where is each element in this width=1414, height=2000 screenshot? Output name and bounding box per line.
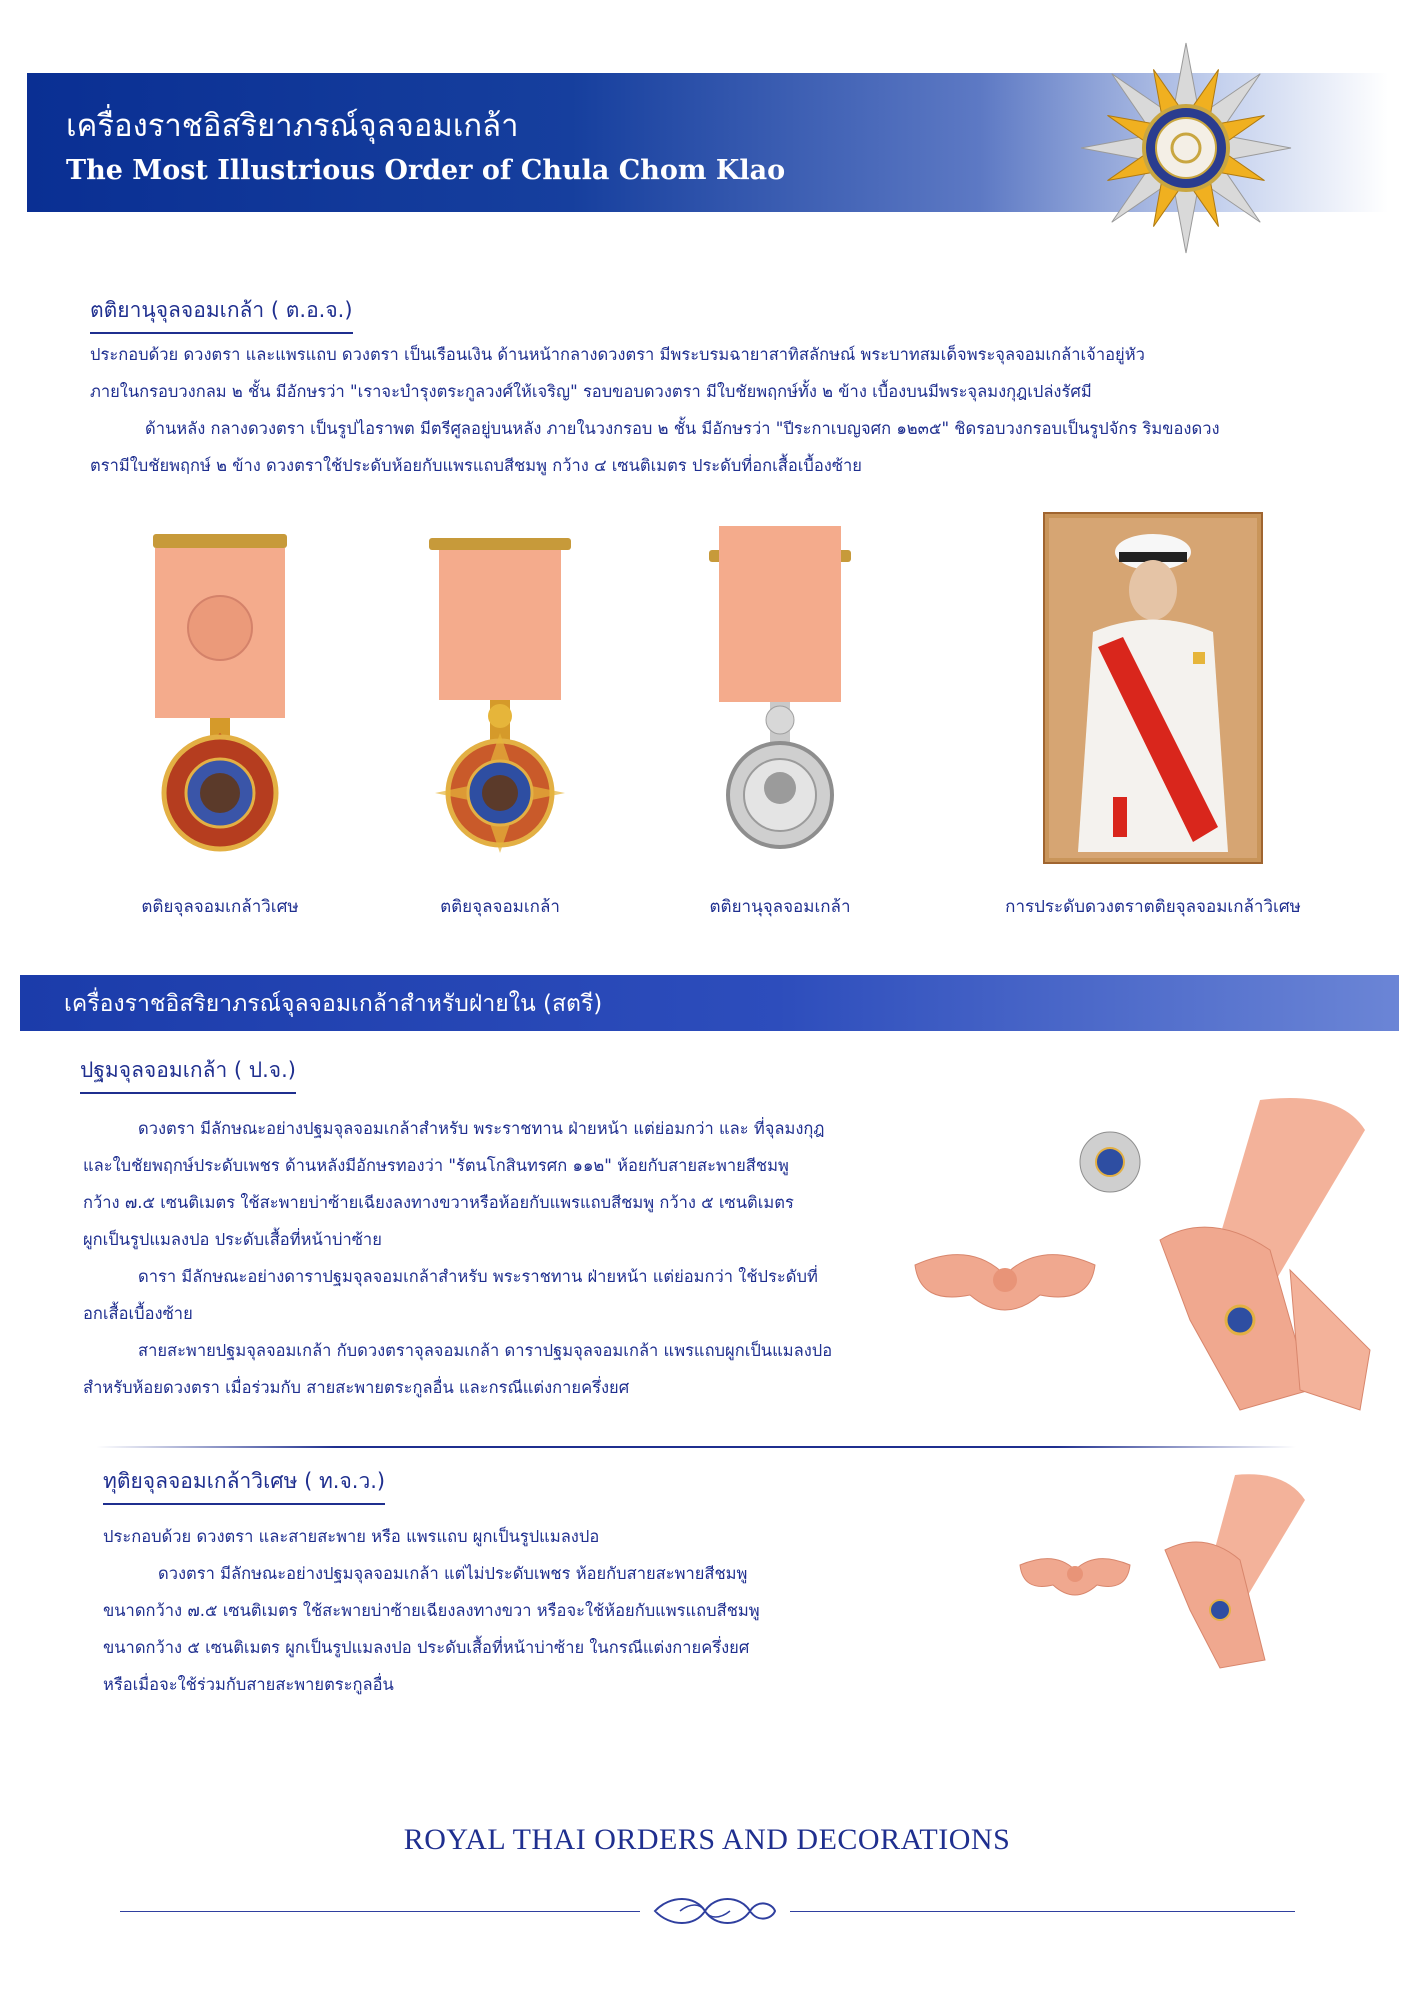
- section1-description: [90, 336, 1220, 484]
- footer-ornament-icon: [650, 1893, 780, 1929]
- section-band-title: เครื่องราชอิสริยาภรณ์จุลจอมเกล้าสำหรับฝ่ายใน (สตรี): [64, 991, 603, 1017]
- paragraph-line: สายสะพายปฐมจุลจอมเกล้า กับดวงตราจุลจอมเกล้า ดาราปฐมจุลจอมเกล้า แพรแถบผูกเป็นแมลงปอ: [138, 1341, 833, 1360]
- paragraph-line: ประกอบด้วย ดวงตรา และแพรแถบ ดวงตรา เป็นเรือนเงิน ด้านหน้ากลางดวงตรา มีพระบรมฉายาสาทิสลักษณ์ พระบาทสมเด็จพระจุลจอมเกล้าเจ้าอยู่หัว: [90, 345, 1145, 364]
- header-title-thai: เครื่องราชอิสริยาภรณ์จุลจอมเกล้า: [66, 108, 519, 144]
- medal-image-third: [425, 528, 575, 858]
- order-star-emblem: [1076, 38, 1296, 258]
- section-heading-second-special: ทุติยจุลจอมเกล้าวิเศษ ( ท.จ.ว.): [103, 1465, 385, 1505]
- paragraph-line: ผูกเป็นรูปแมลงปอ ประดับเสื้อที่หน้าบ่าซ้าย: [83, 1230, 382, 1249]
- paragraph-line: ด้านหลัง กลางดวงตรา เป็นรูปไอราพต มีตรีศูลอยู่บนหลัง ภายในวงกรอบ ๒ ชั้น มีอักษรว่า "ปีระกาเบญจศก ๑๒๓๕" ชิดรอบวงกรอบเป็นรูปจักร ริมของดวง: [145, 419, 1220, 438]
- paragraph-line: อกเสื้อเบื้องซ้าย: [83, 1304, 193, 1323]
- medal-caption: ตติยานุจุลจอมเกล้า: [709, 897, 851, 917]
- paragraph-line: ดวงตรา มีลักษณะอย่างปฐมจุลจอมเกล้าสำหรับ พระราชทาน ฝ่ายหน้า แต่ย่อมกว่า และ ที่จุลมงกุฎ: [138, 1119, 825, 1138]
- paragraph-line: กว้าง ๗.๕ เซนติเมตร ใช้สะพายบ่าซ้ายเฉียงลงทางขวาหรือห้อยกับแพรแถบสีชมพู กว้าง ๕ เซนติเมตร: [83, 1193, 794, 1212]
- paragraph-line: ขนาดกว้าง ๕ เซนติเมตร ผูกเป็นรูปแมลงปอ ประดับเสื้อที่หน้าบ่าซ้าย ในกรณีแต่งกายครึ่งยศ: [103, 1638, 750, 1657]
- uniform-photo: [1043, 512, 1263, 864]
- paragraph-line: ดวงตรา มีลักษณะอย่างปฐมจุลจอมเกล้า แต่ไม่ประดับเพชร ห้อยกับสายสะพายสีชมพู: [158, 1564, 748, 1583]
- paragraph-line: และใบชัยพฤกษ์ประดับเพชร ด้านหลังมีอักษรทองว่า "รัตนโกสินทรศก ๑๑๒" ห้อยกับสายสะพายสีชมพู: [83, 1156, 789, 1175]
- paragraph-line: ประกอบด้วย ดวงตรา และสายสะพาย หรือ แพรแถบ ผูกเป็นรูปแมลงปอ: [103, 1527, 600, 1546]
- sash-image-second-special: [1015, 1470, 1315, 1670]
- sash-and-star-image: [910, 1090, 1380, 1420]
- paragraph-line: ดารา มีลักษณะอย่างดาราปฐมจุลจอมเกล้าสำหรับ พระราชทาน ฝ่ายหน้า แต่ย่อมกว่า ใช้ประดับที่: [138, 1267, 818, 1286]
- medal-caption: ตติยจุลจอมเกล้าวิเศษ: [141, 897, 299, 917]
- section-heading-tertiary: ตติยานุจุลจอมเกล้า ( ต.อ.จ.): [90, 294, 353, 334]
- medal-image-junior-third: [705, 520, 855, 860]
- footer-rule-left: [120, 1911, 640, 1912]
- section-heading-first-class: ปฐมจุลจอมเกล้า ( ป.จ.): [80, 1054, 296, 1094]
- paragraph-line: ขนาดกว้าง ๗.๕ เซนติเมตร ใช้สะพายบ่าซ้ายเฉียงลงทางขวา หรือจะใช้ห้อยกับแพรแถบสีชมพู: [103, 1601, 760, 1620]
- section-divider: [96, 1446, 1296, 1448]
- medal-caption: ตติยจุลจอมเกล้า: [440, 897, 560, 917]
- section3-description: [103, 1518, 760, 1703]
- medal-caption: การประดับดวงตราตติยจุลจอมเกล้าวิเศษ: [1005, 897, 1301, 917]
- header-title-english: The Most Illustrious Order of Chula Chom Klao: [66, 155, 786, 186]
- footer-rule-right: [790, 1911, 1295, 1912]
- footer-title: ROYAL THAI ORDERS AND DECORATIONS: [403, 1823, 1011, 1856]
- paragraph-line: หรือเมื่อจะใช้ร่วมกับสายสะพายตระกูลอื่น: [103, 1675, 394, 1694]
- medal-image-special-third: [145, 528, 295, 858]
- paragraph-line: ภายในกรอบวงกลม ๒ ชั้น มีอักษรว่า "เราจะบำรุงตระกูลวงศ์ให้เจริญ" รอบขอบดวงตรา มีใบชัยพฤกษ์ทั้ง ๒ ข้าง เบื้องบนมีพระจุลมงกุฎเปล่งรัศมี: [90, 382, 1092, 401]
- paragraph-line: สำหรับห้อยดวงตรา เมื่อร่วมกับ สายสะพายตระกูลอื่น และกรณีแต่งกายครึ่งยศ: [83, 1378, 630, 1397]
- paragraph-line: ตรามีใบชัยพฤกษ์ ๒ ข้าง ดวงตราใช้ประดับห้อยกับแพรแถบสีชมพู กว้าง ๔ เซนติเมตร ประดับที่อกเสื้อเบื้องซ้าย: [90, 456, 862, 475]
- section2-description: [83, 1110, 832, 1406]
